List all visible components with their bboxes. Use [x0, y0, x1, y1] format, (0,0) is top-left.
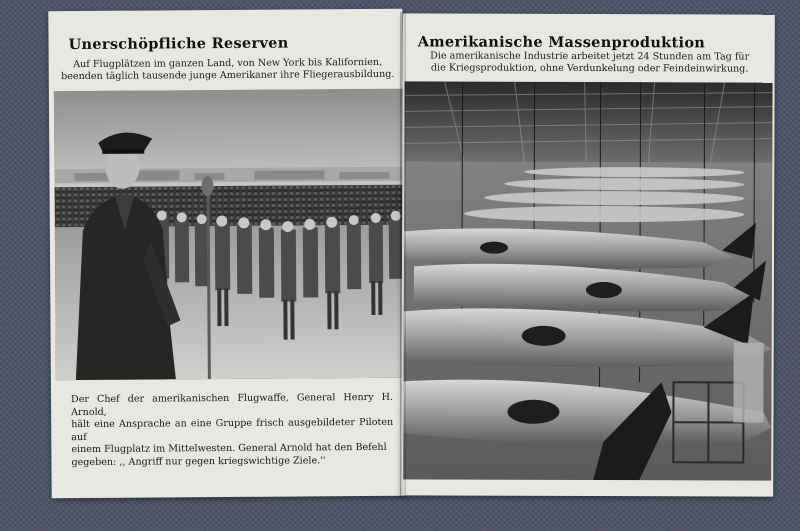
left-page [48, 9, 405, 498]
photo-caption [71, 392, 394, 470]
right-deck-line: Die amerikanische Industrie arbeitet jetzt 24 Stunden am Tag für [430, 50, 750, 63]
right-headline: Amerikanische Massenproduktion [417, 33, 706, 52]
left-deck-line: Auf Flugplätzen im ganzen Land, von New York bis Kalifornien, [73, 56, 383, 71]
caption-line: hält eine Ansprache an eine Gruppe frisch ausgebildeter Piloten auf [71, 417, 394, 443]
factory-hall-photo-image [403, 81, 772, 480]
general-arnold-photo-image [54, 89, 405, 380]
caption-line: einem Flugplatz im Mittelwesten. General Arnold hat den Befehl [71, 442, 387, 456]
caption-line: gegeben: ,, Angriff nur gegen kriegswichtige Ziele.'' [71, 455, 326, 469]
left-deck-line: beenden täglich tausende junge Amerikaner ihre Fliegerausbildung. [61, 68, 395, 83]
caption-line: Der Chef der amerikanischen Flugwaffe, General Henry H. Arnold, [70, 391, 394, 418]
right-deck [415, 50, 765, 75]
right-page [401, 13, 775, 496]
left-headline: Unerschöpfliche Reserven [68, 34, 289, 54]
booklet-spine [400, 12, 406, 496]
general-arnold-photo [54, 89, 405, 380]
right-deck-line: die Kriegsproduktion, ohne Verdunkelung oder Feindeinwirkung. [430, 62, 749, 75]
factory-hall-photo [403, 81, 772, 480]
left-deck [61, 57, 395, 83]
